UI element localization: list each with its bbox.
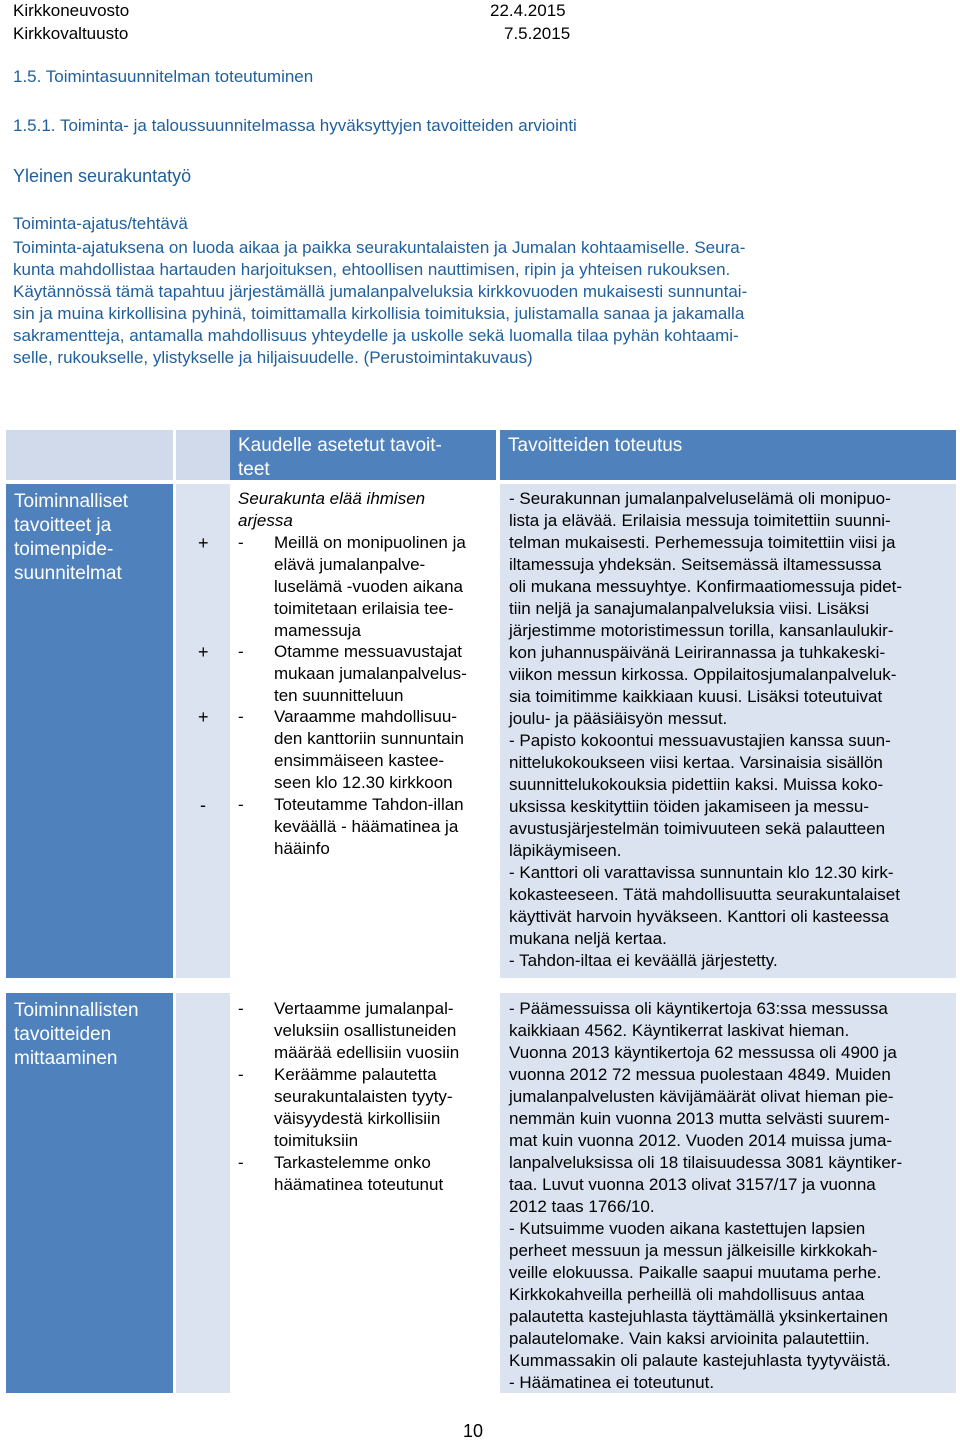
goal-item — [274, 641, 467, 707]
result-line: Kummassakin oli palaute kastejuhlasta tyytyväistä. — [509, 1351, 891, 1370]
results-header: Tavoitteiden toteutus — [508, 435, 683, 456]
result-line: - Papisto kokoontui messuavustajien kanssa suun- — [509, 731, 891, 750]
goal-line: seen klo 12.30 kirkkoon — [274, 773, 453, 792]
goal-line: Varaamme mahdollisuu- — [274, 707, 457, 726]
goal-line: määrää edellisiin vuosiin — [274, 1043, 460, 1062]
mission-line: kunta mahdollistaa hartauden harjoituksen, ehtoollisen nauttimisen, ripin ja yhteisen rukouksen. — [13, 260, 731, 279]
section-heading: 1.5. Toimintasuunnitelman toteutuminen — [13, 67, 314, 86]
sign-plus: + — [198, 707, 209, 727]
bullet-dash: - — [238, 795, 244, 814]
result-line: nittelukokoukseen viisi kertaa. Varsinaisia sisällön — [509, 753, 883, 772]
result-line: kaikkiaan 4562. Käyntikerrat laskivat hieman. — [509, 1021, 850, 1040]
header-date: 22.4.2015 — [490, 1, 566, 20]
result-line: lanpalveluksissa oli 18 tilaisuudessa 3081 käyntiker- — [509, 1153, 903, 1172]
result-line: - Tahdon-iltaa ei keväällä järjestetty. — [509, 951, 778, 970]
goals-cell-measurement — [230, 993, 496, 1393]
goal-item — [274, 706, 464, 794]
results-text — [509, 998, 902, 1394]
goal-title-line: Seurakunta elää ihmisen — [238, 489, 426, 508]
result-line: oli mukana messuyhtye. Konfirmaatiomessuja pidet- — [509, 577, 903, 596]
goal-item — [274, 794, 464, 860]
goal-title — [238, 488, 425, 532]
goal-line: luselämä -vuoden aikana — [274, 577, 464, 596]
result-line: kon juhannuspäivänä Leirirannassa ja tuhkakeski- — [509, 643, 886, 662]
result-line: - Häämatinea ei toteutunut. — [509, 1373, 715, 1392]
row-label-line: Toiminnallisten — [14, 1000, 139, 1021]
result-line: avustusjärjestelmän toimivuuteen sekä palautteen — [509, 819, 886, 838]
result-line: mukana neljä kertaa. — [509, 929, 667, 948]
goal-line: toimituksiin — [274, 1131, 359, 1150]
row-label-line: Toiminnalliset — [14, 491, 129, 512]
result-line: suunnittelukokouksia pidettiin kaksi. Muissa koko- — [509, 775, 884, 794]
sign-cell-empty — [176, 993, 230, 1393]
mission-line: selle, rukoukselle, ylistykselle ja hiljaisuudelle. (Perustoimintakuvaus) — [13, 348, 533, 367]
mission-heading: Toiminta-ajatus/tehtävä — [13, 214, 188, 233]
subsection-heading: 1.5.1. Toiminta- ja taloussuunnitelmassa hyväksyttyjen tavoitteiden arviointi — [13, 116, 577, 135]
result-line: iltamessuja yhdeksän. Seitsemässä iltamessussa — [509, 555, 882, 574]
mission-line: Toiminta-ajatuksena on luoda aikaa ja paikka seurakuntalaisten ja Jumalan kohtaamiselle. Seura- — [13, 238, 746, 257]
result-line: mat kuin vuonna 2012. Vuoden 2014 muissa juma- — [509, 1131, 893, 1150]
header-label: Kirkkoneuvosto — [13, 1, 130, 20]
result-line: vuonna 2012 72 messua puolestaan 4849. Muiden — [509, 1065, 891, 1084]
bullet-dash: - — [238, 1153, 244, 1172]
goal-line: Otamme messuavustajat — [274, 642, 463, 661]
goal-line: mukaan jumalanpalvelus- — [274, 664, 467, 683]
row-label-actions — [6, 484, 173, 978]
table-sign-header-cell — [176, 430, 230, 480]
goal-item — [274, 1152, 443, 1196]
mission-line: Käytännössä tämä tapahtuu järjestämällä jumalanpalveluksia kirkkovuoden mukaisesti sunnuntai- — [13, 282, 748, 301]
result-line: palautetta kastejuhlasta täyttämällä yksinkertainen — [509, 1307, 888, 1326]
result-line: - Seurakunnan jumalanpalveluselämä oli monipuo- — [509, 489, 891, 508]
goal-line: Toteutamme Tahdon-illan — [274, 795, 464, 814]
mission-line: sakramentteja, antamalla mahdollisuus yhteydelle ja uskolle sekä luomalla tilaa pyhän kohtaami- — [13, 326, 739, 345]
result-line: järjestimme motoristimessun torilla, kansanlaulukir- — [509, 621, 894, 640]
goal-line: väisyydestä kirkollisiin — [274, 1109, 441, 1128]
goal-line: mamessuja — [274, 621, 361, 640]
results-text — [509, 488, 902, 972]
goal-item — [274, 998, 459, 1064]
result-line: kokasteeseen. Tätä mahdollisuutta seurakuntalaiset — [509, 885, 900, 904]
goal-line: hääinfo — [274, 839, 330, 858]
goal-line: Meillä on monipuolinen ja — [274, 533, 466, 552]
row-label-line: mittaaminen — [14, 1048, 118, 1069]
goal-item — [274, 532, 466, 642]
bullet-dash: - — [238, 1065, 244, 1084]
goal-line: Keräämme palautetta — [274, 1065, 437, 1084]
result-line: tiin neljä ja sanajumalanpalveluksia viisi. Lisäksi — [509, 599, 870, 618]
result-line: jumalanpalvelusten kävijämäärät olivat hieman pie- — [509, 1087, 894, 1106]
bullet-dash: - — [238, 999, 244, 1018]
result-line: - Päämessuissa oli käyntikertoja 63:ssa messussa — [509, 999, 888, 1018]
result-line: veille elokuussa. Paikalle saapui muutama perhe. — [509, 1263, 882, 1282]
goal-line: Tarkastelemme onko — [274, 1153, 431, 1172]
row-label-line: tavoitteet ja — [14, 515, 112, 536]
goal-line: Vertaamme jumalanpal- — [274, 999, 454, 1018]
result-line: - Kanttori oli varattavissa sunnuntain klo 12.30 kirk- — [509, 863, 894, 882]
result-line: 2012 taas 1766/10. — [509, 1197, 655, 1216]
result-line: perheet messuun ja messun jälkeisille kirkkokah- — [509, 1241, 878, 1260]
sign-cell — [176, 484, 230, 978]
result-line: nemmän kuin vuonna 2013 mutta selvästi suurem- — [509, 1109, 890, 1128]
bullet-dash: - — [238, 642, 244, 661]
result-line: sia toimitimme kaikkiaan kuusi. Lisäksi toteutuivat — [509, 687, 883, 706]
row-label-line: tavoitteiden — [14, 1024, 112, 1045]
result-line: joulu- ja pääsiäisyön messut. — [509, 709, 728, 728]
goal-line: ten suunnitteluun — [274, 686, 404, 705]
bullet-dash: - — [238, 533, 244, 552]
header-date: 7.5.2015 — [504, 24, 571, 43]
result-line: taa. Luvut vuonna 2013 olivat 3157/17 ja vuonna — [509, 1175, 876, 1194]
row-label-measurement — [6, 993, 173, 1393]
goals-cell-actions — [230, 484, 496, 978]
goal-title-line: arjessa — [238, 511, 293, 530]
goal-line: toimitetaan erilaisia tee- — [274, 599, 454, 618]
goals-header-line: teet — [238, 459, 270, 480]
goal-line: ensimmäiseen kastee- — [274, 751, 445, 770]
bullet-dash: - — [238, 707, 244, 726]
header-label: Kirkkovaltuusto — [13, 24, 129, 43]
result-line: lista ja elävää. Erilaisia messuja toimitettiin suunni- — [509, 511, 891, 530]
results-cell-actions — [500, 484, 956, 978]
sign-minus: - — [200, 795, 206, 815]
result-line: läpikäymiseen. — [509, 841, 622, 860]
goal-item — [274, 1064, 453, 1152]
sign-plus: + — [198, 642, 209, 662]
goal-line: keväällä - häämatinea ja — [274, 817, 459, 836]
result-line: uksissa keskityttiin töiden jakamiseen ja messu- — [509, 797, 869, 816]
result-line: Vuonna 2013 käyntikertoja 62 messussa oli 4900 ja — [509, 1043, 897, 1062]
result-line: palautelomake. Vain kaksi arvioinita palautettiin. — [509, 1329, 870, 1348]
row-label-line: toimenpide- — [14, 539, 114, 560]
goal-line: häämatinea toteutunut — [274, 1175, 444, 1194]
result-line: - Kutsuimme vuoden aikana kastettujen lapsien — [509, 1219, 866, 1238]
sign-plus: + — [198, 533, 209, 553]
result-line: telman mukaisesti. Perhemessuja toimitettiin viisi ja — [509, 533, 896, 552]
goals-header-cell — [230, 430, 496, 480]
page-number: 10 — [463, 1421, 484, 1441]
result-line: viikon messun kirkossa. Oppilaitosjumalanpalveluk- — [509, 665, 897, 684]
results-cell-measurement — [500, 993, 956, 1393]
goal-line: veluksiin osallistuneiden — [274, 1021, 457, 1040]
result-line: käyttivät harvoin hyväkseen. Kanttori oli kasteessa — [509, 907, 889, 926]
row-label-line: suunnitelmat — [14, 563, 122, 584]
result-line: Kirkkokahveilla perheillä oli mahdollisuus antaa — [509, 1285, 865, 1304]
mission-paragraph — [13, 237, 948, 369]
goal-line: den kanttoriin sunnuntain — [274, 729, 464, 748]
goal-line: seurakuntalaisten tyyty- — [274, 1087, 453, 1106]
results-header-cell — [500, 430, 956, 480]
table-corner-cell — [6, 430, 173, 480]
area-heading: Yleinen seurakuntatyö — [13, 166, 192, 186]
goals-header-line: Kaudelle asetetut tavoit- — [238, 435, 442, 456]
goal-line: elävä jumalanpalve- — [274, 555, 426, 574]
mission-line: sin ja muina kirkollisina pyhinä, toimittamalla kirkollisia toimituksia, julistamalla sanaa ja jakamalla — [13, 304, 745, 323]
